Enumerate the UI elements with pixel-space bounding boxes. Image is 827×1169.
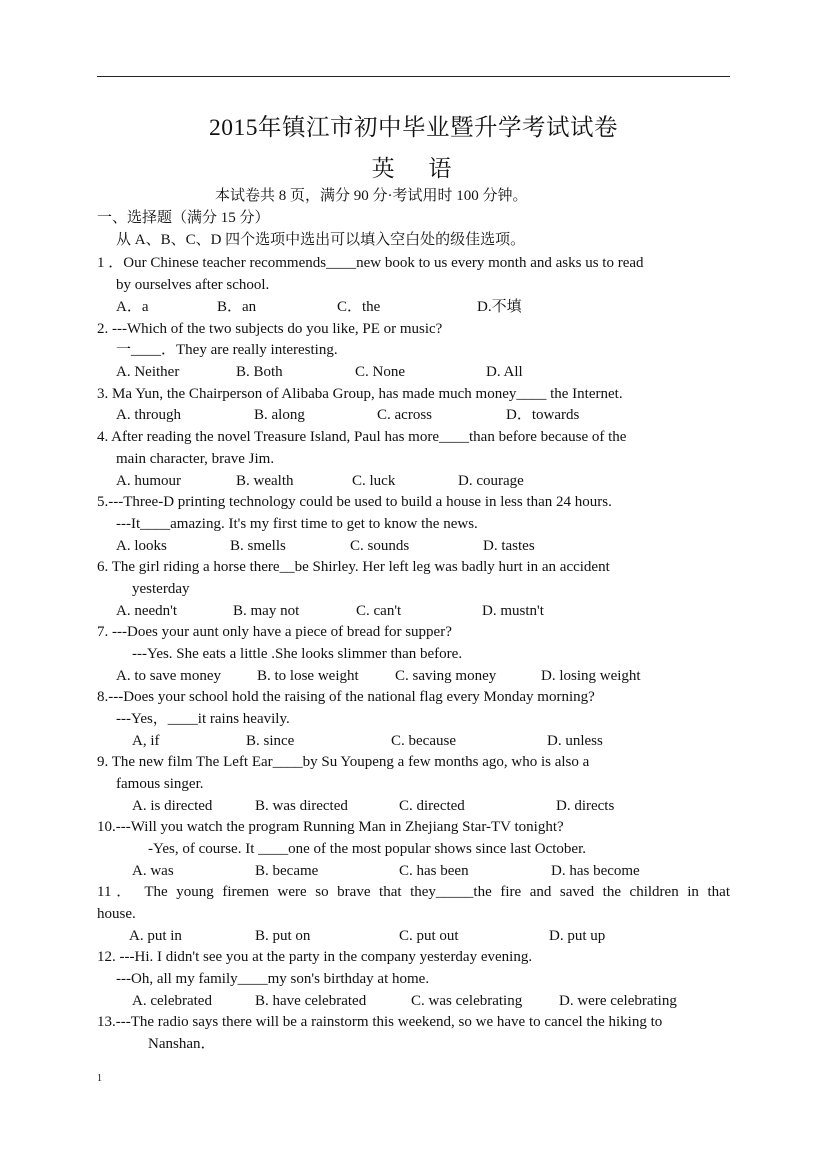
q3-option-d: D．towards xyxy=(506,407,580,423)
q1-option-d: D.不填 xyxy=(477,299,522,315)
question-9-line-2: famous singer. xyxy=(116,776,204,792)
q10-option-b: B. became xyxy=(255,863,319,879)
question-1-line-1: 1 ．Our Chinese teacher recommends____new book to us every month and asks us to read xyxy=(97,255,644,271)
question-13-line-2: Nanshan． xyxy=(148,1036,216,1052)
question-13-line-1: 13.---The radio says there will be a rainstorm this weekend, so we have to cancel the hiking to xyxy=(97,1014,663,1030)
q9-option-a: A. is directed xyxy=(132,798,213,814)
q3-option-a: A. through xyxy=(116,407,181,423)
question-8-line-1: 8.---Does your school hold the raising of the national flag every Monday morning? xyxy=(97,689,595,705)
question-11-line-1: 11． The young firemen were so brave that they_____the fire and saved the children in that xyxy=(97,884,730,900)
question-3-line-1: 3. Ma Yun, the Chairperson of Alibaba Group, has made much money____ the Internet. xyxy=(97,386,623,402)
q7-option-b: B. to lose weight xyxy=(257,668,359,684)
q2-option-d: D. All xyxy=(486,364,523,380)
q5-option-a: A. looks xyxy=(116,538,167,554)
question-7-line-1: 7. ---Does your aunt only have a piece of bread for supper? xyxy=(97,624,452,640)
q5-option-d: D. tastes xyxy=(483,538,535,554)
question-10-line-1: 10.---Will you watch the program Running Man in Zhejiang Star-TV tonight? xyxy=(97,819,564,835)
q10-option-a: A. was xyxy=(132,863,174,879)
q9-option-c: C. directed xyxy=(399,798,465,814)
question-12-line-1: 12. ---Hi. I didn't see you at the party in the company yesterday evening. xyxy=(97,949,533,965)
q2-option-c: C. None xyxy=(355,364,405,380)
q3-option-c: C. across xyxy=(377,407,432,423)
q4-option-d: D. courage xyxy=(458,473,524,489)
q11-option-c: C. put out xyxy=(399,928,459,944)
q9-option-b: B. was directed xyxy=(255,798,348,814)
exam-title: 2015年镇江市初中毕业暨升学考试试卷 xyxy=(209,115,618,141)
question-2-line-1: 2. ---Which of the two subjects do you like, PE or music? xyxy=(97,321,443,337)
q7-option-a: A. to save money xyxy=(116,668,221,684)
q8-option-b: B. since xyxy=(246,733,295,749)
q12-option-d: D. were celebrating xyxy=(559,993,677,1009)
q11-option-d: D. put up xyxy=(549,928,606,944)
q2-option-b: B. Both xyxy=(236,364,283,380)
question-4-line-2: main character, brave Jim. xyxy=(116,451,275,467)
q7-option-d: D. losing weight xyxy=(541,668,641,684)
q8-option-c: C. because xyxy=(391,733,456,749)
q6-option-c: C. can't xyxy=(356,603,402,619)
q8-option-d: D. unless xyxy=(547,733,603,749)
q5-option-c: C. sounds xyxy=(350,538,410,554)
q11-option-b: B. put on xyxy=(255,928,311,944)
q7-option-c: C. saving money xyxy=(395,668,497,684)
q3-option-b: B. along xyxy=(254,407,305,423)
question-4-line-1: 4. After reading the novel Treasure Island, Paul has more____than before because of the xyxy=(97,429,627,445)
q1-option-b: B．an xyxy=(217,299,257,315)
header-rule xyxy=(97,76,730,77)
q1-option-a: A．a xyxy=(116,299,149,315)
q12-option-b: B. have celebrated xyxy=(255,993,367,1009)
exam-info: 本试卷共 8 页，满分 90 分·考试用时 100 分钟。 xyxy=(215,188,528,204)
question-1-line-2: by ourselves after school. xyxy=(116,277,270,293)
question-5-line-2: ---It____amazing. It's my first time to get to know the news. xyxy=(116,516,478,532)
q8-option-a: A, if xyxy=(132,733,160,749)
q1-option-c: C．the xyxy=(337,299,381,315)
q5-option-b: B. smells xyxy=(230,538,286,554)
q10-option-d: D. has become xyxy=(551,863,640,879)
section-heading: 一、选择题（满分 15 分） xyxy=(97,210,270,226)
page-number: 1 xyxy=(97,1073,102,1084)
question-9-line-1: 9. The new film The Left Ear____by Su Youpeng a few months ago, who is also a xyxy=(97,754,590,770)
section-instruction: 从 A、B、C、D 四个选项中选出可以填入空白处的级佳选项。 xyxy=(116,232,526,248)
q6-option-d: D. mustn't xyxy=(482,603,544,619)
question-2-line-2: 一____．They are really interesting. xyxy=(116,342,338,358)
q4-option-b: B. wealth xyxy=(236,473,294,489)
q6-option-a: A. needn't xyxy=(116,603,178,619)
question-6-line-1: 6. The girl riding a horse there__be Shirley. Her left leg was badly hurt in an accident xyxy=(97,559,610,575)
question-8-line-2: ---Yes，____it rains heavily. xyxy=(116,711,290,727)
q6-option-b: B. may not xyxy=(233,603,300,619)
question-5-line-1: 5.---Three-D printing technology could be used to build a house in less than 24 hours. xyxy=(97,494,612,510)
q12-option-a: A. celebrated xyxy=(132,993,212,1009)
question-7-line-2: ---Yes. She eats a little .She looks slimmer than before. xyxy=(132,646,463,662)
question-11-line-2: house. xyxy=(97,906,136,922)
question-12-line-2: ---Oh, all my family____my son's birthday at home. xyxy=(116,971,430,987)
q9-option-d: D. directs xyxy=(556,798,615,814)
subject-title: 英 语 xyxy=(371,156,466,181)
q10-option-c: C. has been xyxy=(399,863,469,879)
q11-option-a: A. put in xyxy=(129,928,182,944)
q4-option-a: A. humour xyxy=(116,473,181,489)
q2-option-a: A. Neither xyxy=(116,364,180,380)
question-10-line-2: -Yes, of course. It ____one of the most popular shows since last October. xyxy=(148,841,586,857)
question-6-line-2: yesterday xyxy=(132,581,190,597)
q12-option-c: C. was celebrating xyxy=(411,993,523,1009)
q4-option-c: C. luck xyxy=(352,473,396,489)
